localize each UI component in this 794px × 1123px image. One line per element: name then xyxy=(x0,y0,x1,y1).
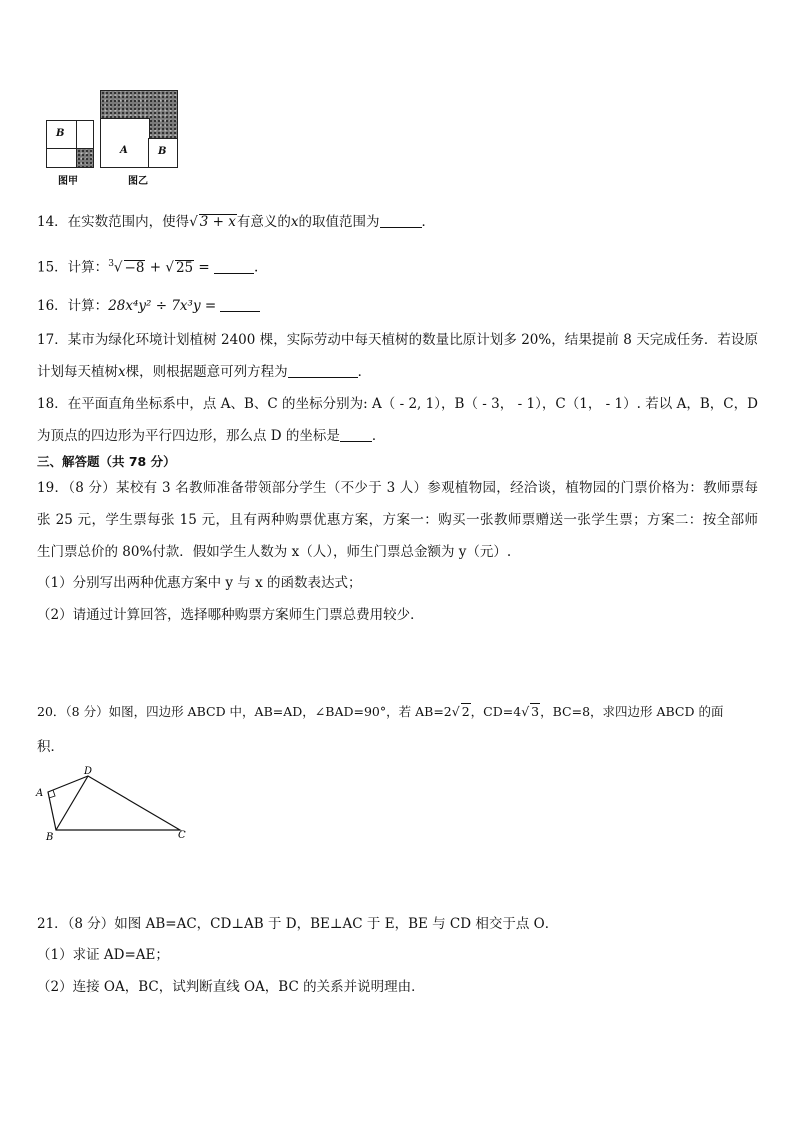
question-19-line-3: 生门票总价的 80%付款．假如学生人数为 x（人），师生门票总金额为 y（元）. xyxy=(37,544,512,560)
vertex-label-d: D xyxy=(84,766,93,777)
q14-radicand: 3 + x xyxy=(199,214,236,230)
answer-blank xyxy=(380,213,422,228)
sqrt-symbol: √ xyxy=(165,259,174,276)
jia-bottom-left xyxy=(46,148,78,168)
answer-blank xyxy=(214,259,254,274)
quadrilateral-abcd-figure xyxy=(30,762,200,842)
vertex-label-a: A xyxy=(36,788,44,799)
question-19-sub-2: （2）请通过计算回答，选择哪种购票方案师生门票总费用较少． xyxy=(37,607,424,623)
yi-square-a xyxy=(100,118,150,168)
question-15: 15．计算：$^3$√ −8 + √ 25 = . xyxy=(37,259,259,276)
vertex-label-c: C xyxy=(178,830,186,841)
section-heading: 三、解答题（共 78 分） xyxy=(37,454,176,469)
question-17-line-2: 计划每天植树x棵，则根据题意可列方程为 ． xyxy=(37,364,372,380)
answer-blank xyxy=(220,297,260,312)
q16-expression: 28x⁴y² ÷ 7x³y xyxy=(108,298,201,314)
question-19-sub-1: （1）分别写出两种优惠方案中 y 与 x 的函数表达式； xyxy=(37,575,362,591)
question-18-line-1: 18．在平面直角坐标系中，点 A、B、C 的坐标分别为: A（ - 2, 1），B（ - 3， - 1），C（1， - 1）. 若以 A，B，C，D xyxy=(37,396,758,412)
answer-blank xyxy=(340,427,372,442)
question-18-line-2: 为顶点的四边形为平行四边形，那么点 D 的坐标是 ． xyxy=(37,428,386,444)
yi-caption: 图乙 xyxy=(128,176,148,187)
question-21-sub-1: （1）求证 AD=AE； xyxy=(37,947,169,963)
jia-shaded-square xyxy=(76,148,94,168)
question-19-line-2: 张 25 元，学生票每张 15 元，且有两种购票优惠方案，方案一：购买一张教师票赠送一张学生票；方案二：按全部师 xyxy=(37,512,758,528)
diagonal-bd xyxy=(56,776,88,830)
answer-blank xyxy=(288,363,358,378)
figure-yi xyxy=(100,90,178,168)
question-20-line-2: 积． xyxy=(37,739,64,755)
sqrt-symbol: √ xyxy=(113,259,123,276)
yi-label-a: A xyxy=(120,145,128,156)
jia-caption: 图甲 xyxy=(58,176,78,187)
quadrilateral-shape xyxy=(48,776,180,830)
question-17-line-1: 17．某市为绿化环境计划植树 2400 棵，实际劳动中每天植树的数量比原计划多 20%，结果提前 8 天完成任务．若设原 xyxy=(37,332,758,348)
question-19-line-1: 19．（8 分）某校有 3 名教师准备带领部分学生（不少于 3 人）参观植物园，经洽谈，植物园的门票价格为：教师票每 xyxy=(37,480,758,496)
question-14: 14．在实数范围内，使得√ 3 + x有意义的x的取值范围为 ． xyxy=(37,214,436,230)
sqrt-symbol: √ xyxy=(451,704,460,719)
question-21-sub-2: （2）连接 OA，BC，试判断直线 OA，BC 的关系并说明理由． xyxy=(37,979,425,995)
question-16: 16．计算：28x⁴y² ÷ 7x³y = xyxy=(37,296,260,316)
sqrt-symbol: √ xyxy=(521,704,530,719)
jia-label-b: B xyxy=(56,128,65,139)
question-20-line-1: 20．（8 分）如图，四边形 ABCD 中，AB=AD，∠BAD=90°，若 AB=2√ 2，CD=4√ 3，BC=8，求四边形 ABCD 的面 xyxy=(37,704,724,719)
figure-jia xyxy=(46,120,94,168)
vertex-label-b: B xyxy=(46,832,54,842)
yi-label-b: B xyxy=(158,146,167,157)
question-21-line-1: 21．（8 分）如图 AB=AC，CD⊥AB 于 D，BE⊥AC 于 E，BE 与 CD 相交于点 O． xyxy=(37,916,559,932)
sqrt-symbol: √ xyxy=(189,214,198,230)
jia-top-right xyxy=(76,120,94,150)
